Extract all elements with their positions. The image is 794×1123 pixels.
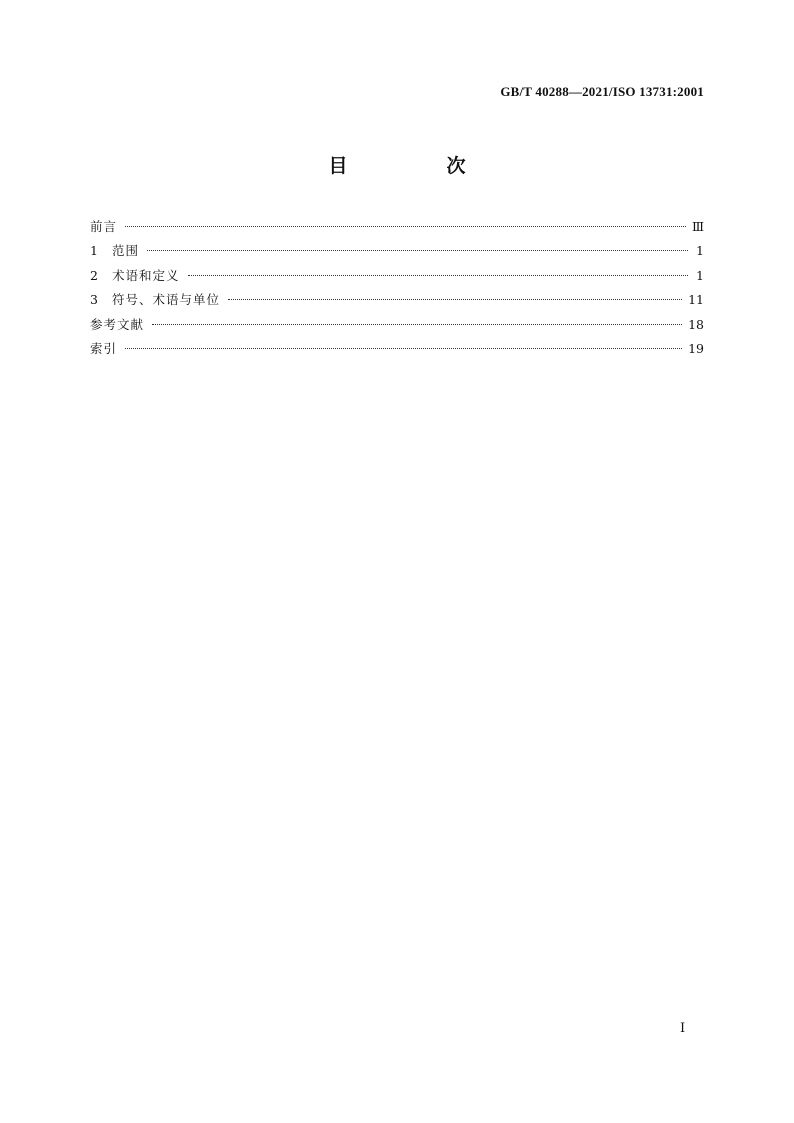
standard-code: GB/T 40288—2021/ISO 13731:2001 [500, 84, 704, 99]
toc-entry-page: 1 [696, 243, 704, 259]
toc-leader [152, 324, 682, 325]
toc-entry-page: Ⅲ [691, 219, 704, 234]
toc-entry-terms-definitions[interactable] [90, 266, 704, 290]
toc-entry-page: 1 [696, 267, 704, 283]
toc-leader [188, 275, 688, 276]
page-number: I [680, 1021, 686, 1036]
toc-entry-label: 术语和定义 [112, 267, 180, 283]
toc-entry-label: 符号、术语与单位 [112, 292, 221, 308]
toc-entry-bibliography[interactable] [90, 315, 704, 339]
toc-entry-index[interactable] [90, 339, 704, 363]
toc-leader [228, 299, 682, 300]
toc-entry-label: 参考文献 [90, 316, 145, 332]
toc-entry-page: 11 [688, 292, 704, 308]
toc-entry-page: 18 [688, 316, 704, 332]
toc-leader [125, 348, 682, 349]
toc-entry-label: 范围 [112, 243, 140, 259]
toc-entry-number: 2 [90, 267, 98, 283]
toc-entry-label: 前言 [90, 219, 118, 234]
toc-entry-number: 1 [90, 243, 98, 259]
toc-entry-number: 3 [90, 292, 98, 308]
toc-leader [147, 250, 688, 251]
toc-leader [125, 226, 686, 227]
page-title: 目 次 [328, 155, 506, 177]
table-of-contents [90, 217, 704, 363]
toc-entry-page: 19 [688, 340, 704, 356]
toc-entry-symbols-units[interactable] [90, 290, 704, 314]
toc-entry-foreword[interactable] [90, 217, 704, 241]
toc-entry-label: 索引 [90, 340, 118, 356]
toc-entry-scope[interactable] [90, 241, 704, 265]
